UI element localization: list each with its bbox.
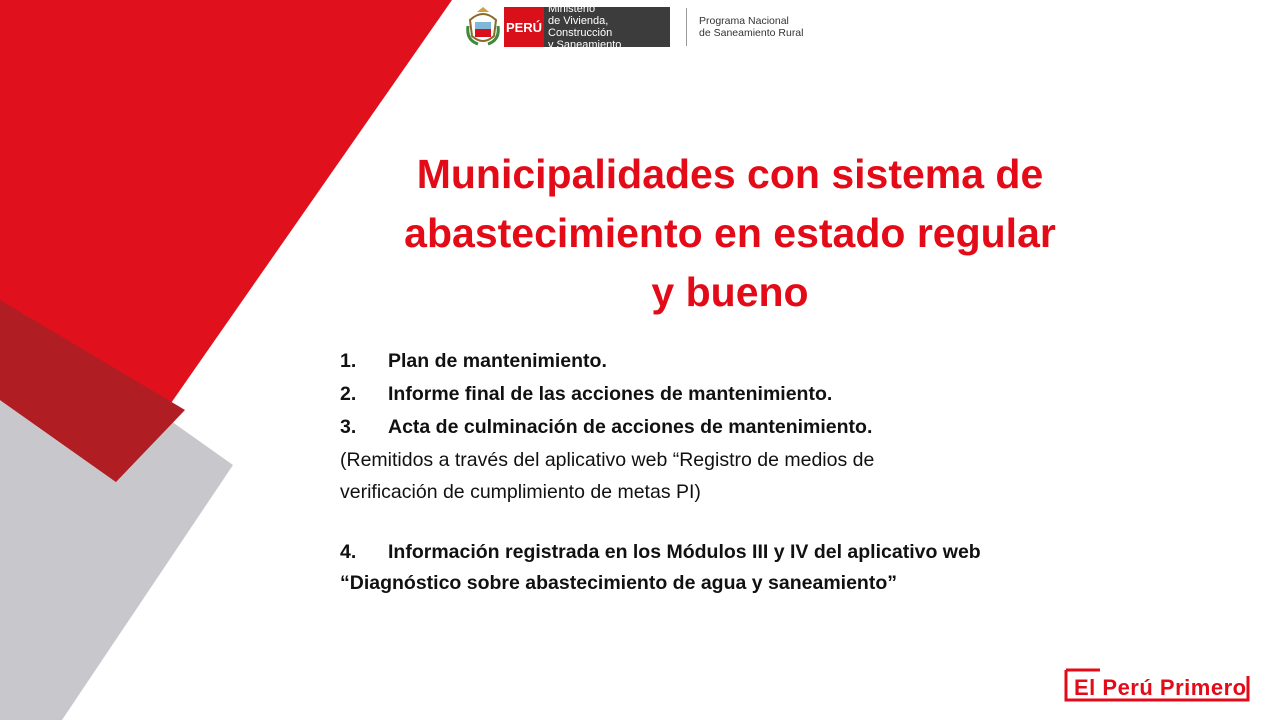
item-text-line2: “Diagnóstico sobre abastecimiento de agua y saneamiento”: [340, 572, 897, 594]
item-text: Acta de culminación de acciones de mantenimiento.: [388, 416, 873, 438]
item-number: 2.: [340, 383, 357, 405]
item-text: Plan de mantenimiento.: [388, 350, 607, 372]
el-peru-primero-logo: [1060, 662, 1254, 706]
spacer: [340, 508, 1160, 537]
ministry-line: y Saneamiento: [548, 39, 622, 51]
slide-title: [340, 145, 1120, 322]
list-item: [340, 411, 1160, 444]
note-text: [340, 444, 1160, 508]
program-line: de Saneamiento Rural: [699, 27, 804, 39]
peru-badge: [504, 7, 544, 47]
ministry-line: de Vivienda, Construcción: [548, 15, 613, 39]
title-line: Municipalidades con sistema de: [416, 151, 1044, 197]
note-line: verificación de cumplimiento de metas PI): [340, 481, 701, 503]
list-item: [340, 345, 1160, 378]
note-line: (Remitidos a través del aplicativo web “Registro de medios de: [340, 449, 875, 471]
title-line: abastecimiento en estado regular: [404, 210, 1056, 256]
item-number: 1.: [340, 350, 357, 372]
ministry-line: Ministerio: [548, 3, 596, 15]
program-line: Programa Nacional: [699, 15, 789, 27]
item-text: Informe final de las acciones de mantenimiento.: [388, 383, 833, 405]
item-text: Información registrada en los Módulos III y IV del aplicativo web: [388, 541, 981, 563]
item-number: 4.: [340, 541, 357, 563]
ministry-label: [544, 3, 670, 51]
program-label: [699, 15, 803, 39]
header-divider: [686, 8, 687, 46]
peru-label: PERÚ: [505, 19, 543, 35]
title-line: y bueno: [651, 269, 809, 315]
list-item-4: [340, 537, 1160, 599]
logo-text: El Perú Primero: [1074, 675, 1247, 700]
coat-of-arms-icon: [466, 6, 500, 48]
requirements-list: [340, 345, 1160, 599]
list-item: [340, 378, 1160, 411]
header-logos: [466, 3, 804, 51]
item-number: 3.: [340, 416, 357, 438]
